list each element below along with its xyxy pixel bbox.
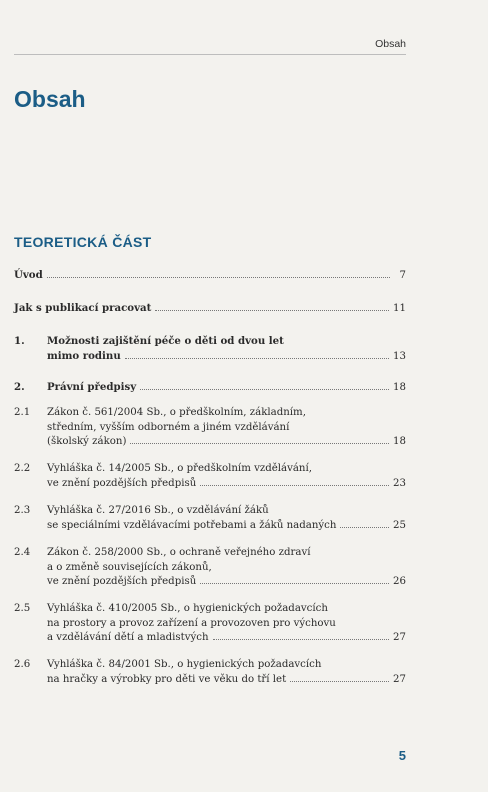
toc-entry-text: se speciálními vzdělávacími potřebami a žáků nadaných: [47, 519, 337, 531]
dot-leader: [200, 485, 389, 486]
header-rule: [14, 54, 406, 55]
toc-entry-number: 2.: [14, 381, 25, 393]
dot-leader: [140, 389, 389, 390]
toc-entry-text: Možnosti zajištění péče o děti od dvou let: [47, 335, 284, 347]
toc-entry-page: 27: [393, 632, 406, 643]
toc-entry-number: 2.3: [14, 505, 31, 516]
toc-entry-page: 18: [393, 436, 406, 447]
toc-entry-number: 2.4: [14, 547, 31, 558]
toc-entry-page: 25: [393, 519, 406, 531]
toc-entry-text: středním, vyšším odborném a jiném vzdělávání: [47, 421, 290, 433]
toc-entry-page: 18: [393, 382, 406, 393]
dot-leader: [200, 583, 389, 584]
dot-leader: [155, 310, 389, 311]
toc-entry-number: 1.: [14, 335, 25, 347]
running-head: Obsah: [375, 38, 406, 50]
toc-entry-text: na hračky a výrobky pro děti ve věku do tří let: [47, 673, 287, 685]
toc-entry-page: 23: [393, 477, 406, 489]
toc-entry-text: Vyhláška č. 27/2016 Sb., o vzdělávání žáků: [47, 505, 269, 516]
toc-entry-text: Vyhláška č. 84/2001 Sb., o hygienických požadavcích: [47, 659, 322, 670]
toc-entry-text: Jak s publikací pracovat: [14, 302, 152, 314]
toc-entry-page: 13: [393, 350, 406, 362]
toc-entry-number: 2.6: [14, 659, 31, 670]
page-title: Obsah: [14, 86, 86, 112]
dot-leader: [340, 527, 389, 528]
toc-entry-number: 2.2: [14, 463, 31, 474]
toc-entry-text: Zákon č. 258/2000 Sb., o ochraně veřejného zdraví: [47, 547, 311, 558]
toc-entry-page: 7: [399, 270, 406, 281]
dot-leader: [125, 358, 389, 359]
toc-entry-page: 26: [393, 576, 406, 587]
toc-entry-text: mimo rodinu: [47, 349, 121, 362]
section-title: TEORETICKÁ ČÁST: [14, 234, 152, 250]
toc-entry-page: 27: [393, 673, 406, 685]
toc-entry-text: Právní předpisy: [47, 381, 137, 393]
toc-entry-number: 2.1: [14, 407, 31, 418]
dot-leader: [130, 443, 389, 444]
toc-entry-text: Vyhláška č. 410/2005 Sb., o hygienických požadavcích: [47, 603, 328, 614]
toc-entry-text: a vzdělávání dětí a mladistvých: [47, 632, 209, 643]
toc-entry-text: Zákon č. 561/2004 Sb., o předškolním, základním,: [47, 407, 306, 418]
toc-entry-page: 11: [393, 303, 406, 314]
dot-leader: [290, 681, 389, 682]
toc-entry-text: Úvod: [14, 269, 43, 281]
toc-entry-number: 2.5: [14, 603, 31, 614]
toc-entry-text: a o změně souvisejících zákonů,: [47, 561, 212, 573]
toc-entry-text: ve znění pozdějších předpisů: [47, 576, 197, 587]
toc-entry-text: Vyhláška č. 14/2005 Sb., o předškolním vzdělávání,: [47, 463, 312, 474]
toc-entry-text: (školský zákon): [47, 436, 127, 447]
dot-leader: [213, 639, 390, 640]
page-number: 5: [398, 748, 406, 763]
dot-leader: [47, 277, 390, 278]
toc-entry-text: na prostory a provoz zařízení a provozoven pro výchovu: [47, 617, 336, 629]
toc-entry-text: ve znění pozdějších předpisů: [47, 477, 197, 489]
